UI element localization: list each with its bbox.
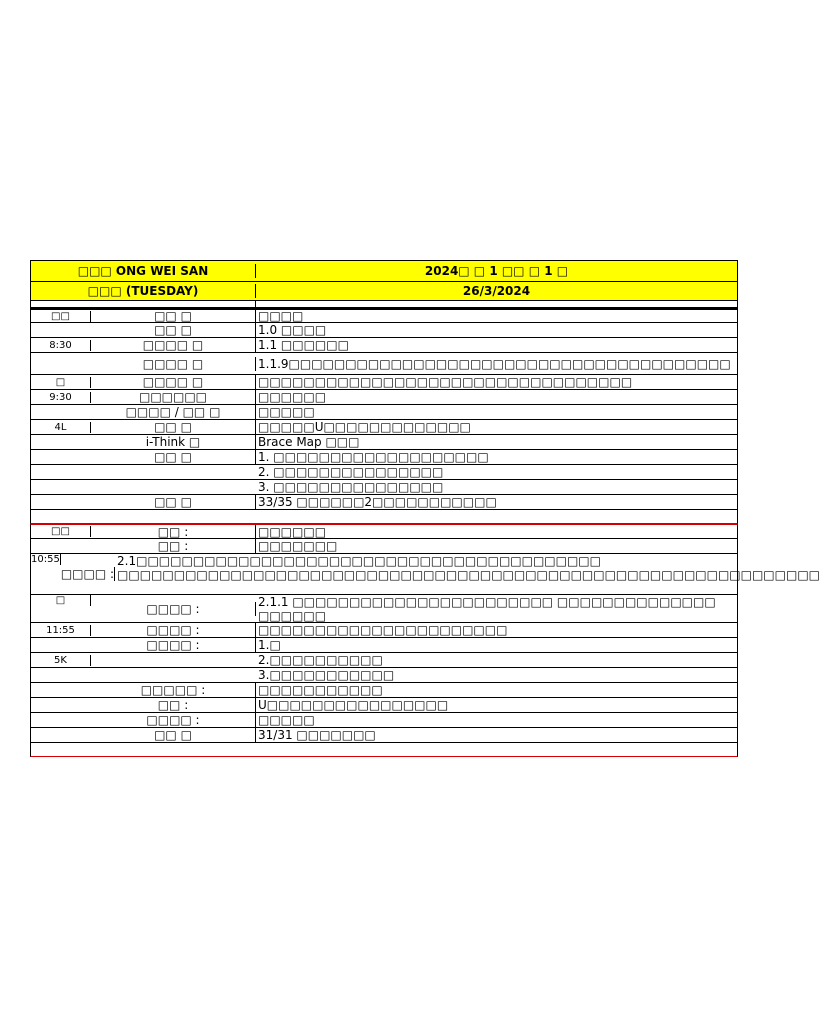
time-cell: □□ bbox=[31, 526, 91, 537]
table-row bbox=[30, 435, 738, 450]
value-cell: □□□□□□□□□□□□□□□□□□□□□□ bbox=[258, 623, 508, 637]
table-row bbox=[30, 308, 738, 323]
label-cell: □□□□ / □□ □ bbox=[91, 405, 256, 419]
time-cell: 4L bbox=[31, 422, 91, 433]
label-cell: □□□□ □ bbox=[91, 357, 256, 371]
value-line: □□□□□□ bbox=[258, 609, 327, 623]
time-cell: 11:55 bbox=[31, 625, 91, 636]
table-row bbox=[30, 713, 738, 728]
table-row bbox=[30, 323, 738, 338]
table-row bbox=[30, 524, 738, 539]
value-cell: □□□□□U□□□□□□□□□□□□□ bbox=[258, 420, 471, 434]
table-row bbox=[30, 405, 738, 420]
value-cell: 3.□□□□□□□□□□□ bbox=[258, 668, 395, 682]
table-row bbox=[30, 338, 738, 353]
table-row bbox=[30, 743, 738, 757]
date-label: 26/3/2024 bbox=[462, 284, 531, 298]
label-cell: □□□□ : bbox=[91, 623, 256, 637]
lesson-2-table bbox=[30, 524, 820, 757]
time-cell: 9:30 bbox=[31, 392, 91, 403]
teacher-name: □□□ ONG WEI SAN bbox=[31, 264, 256, 278]
value-cell bbox=[256, 595, 737, 623]
value-cell: U□□□□□□□□□□□□□□□□ bbox=[258, 698, 449, 712]
time-cell: □ bbox=[31, 595, 91, 606]
value-cell: 1.0 □□□□ bbox=[258, 323, 327, 337]
label-cell: □□ □ bbox=[91, 309, 256, 323]
label-cell: i-Think □ bbox=[91, 435, 256, 449]
time-cell: 8:30 bbox=[31, 340, 91, 351]
table-row bbox=[30, 510, 738, 524]
label-cell: □□□□ : bbox=[60, 567, 115, 581]
time-cell: □□ bbox=[31, 311, 91, 322]
table-row bbox=[30, 390, 738, 405]
table-row bbox=[30, 595, 738, 623]
label-cell: □□□□ : bbox=[91, 638, 256, 652]
value-cell: Brace Map □□□ bbox=[258, 435, 360, 449]
value-cell: 33/35 □□□□□□2□□□□□□□□□□□ bbox=[258, 495, 497, 509]
value-cell: 31/31 □□□□□□□ bbox=[258, 728, 376, 742]
label-cell: □□□□ : bbox=[91, 713, 256, 727]
table-row bbox=[30, 420, 738, 435]
value-cell: 2.□□□□□□□□□□ bbox=[258, 653, 383, 667]
label-cell: □□ □ bbox=[91, 323, 256, 337]
header-row-1 bbox=[30, 260, 738, 282]
header-row-2 bbox=[30, 282, 738, 301]
value-cell: □□□□□ bbox=[258, 405, 315, 419]
label-cell: □□□□□ : bbox=[91, 683, 256, 697]
label-cell: □□ □ bbox=[91, 728, 256, 742]
label-cell: □□ □ bbox=[91, 450, 256, 464]
lesson-plan-sheet bbox=[30, 260, 820, 757]
spacer-row bbox=[30, 301, 738, 308]
value-cell: 1.□ bbox=[258, 638, 281, 652]
table-row bbox=[30, 465, 738, 480]
table-row bbox=[30, 353, 738, 375]
value-cell: 1.1.9□□□□□□□□□□□□□□□□□□□□□□□□□□□□□□□□□□□□□□□ bbox=[258, 356, 731, 371]
table-row bbox=[30, 480, 738, 495]
lesson-1-table bbox=[30, 308, 738, 524]
time-cell: □ bbox=[31, 377, 91, 388]
day-label: □□□ (TUESDAY) bbox=[31, 284, 256, 298]
table-row bbox=[30, 554, 820, 595]
label-cell: □□□□ □ bbox=[91, 338, 256, 352]
week-label: 2024□ □ 1 □□ □ 1 □ bbox=[424, 264, 569, 278]
table-row bbox=[30, 728, 738, 743]
label-cell: □□ □ bbox=[91, 495, 256, 509]
value-cell: 1.1 □□□□□□ bbox=[258, 338, 349, 352]
value-line: 2.1□□□□□□□□□□□□□□□□□□□□□□□□□□□□□□□□□□□□□□□□□ bbox=[117, 554, 601, 568]
value-cell: □□□□ bbox=[258, 309, 304, 323]
label-cell: □□ : bbox=[91, 539, 256, 553]
table-row bbox=[30, 450, 738, 465]
value-line: □□□□□□□□□□□□□□□□□□□□□□□□□□□□□□□□□□□□□□□□□□□□□□□□□□□□□□□□□□□□□□ bbox=[117, 568, 820, 582]
table-row bbox=[30, 375, 738, 390]
value-cell: □□□□□ bbox=[258, 713, 315, 727]
time-cell: 10:55 bbox=[31, 554, 60, 565]
table-row bbox=[30, 683, 738, 698]
table-row bbox=[30, 698, 738, 713]
value-cell: 2. □□□□□□□□□□□□□□□ bbox=[258, 465, 444, 479]
table-row bbox=[30, 495, 738, 510]
value-cell: □□□□□□ bbox=[258, 524, 327, 539]
table-row bbox=[30, 638, 738, 653]
value-cell: 1. □□□□□□□□□□□□□□□□□□□ bbox=[258, 450, 489, 464]
time-cell: 5K bbox=[31, 655, 91, 666]
table-row bbox=[30, 653, 738, 668]
value-cell bbox=[115, 554, 820, 582]
table-row bbox=[30, 539, 738, 554]
label-cell: □□□□ □ bbox=[91, 375, 256, 389]
table-row bbox=[30, 668, 738, 683]
value-line: 2.1.1 □□□□□□□□□□□□□□□□□□□□□□□ □□□□□□□□□□□□□□ bbox=[258, 595, 716, 609]
label-cell: □□ □ bbox=[91, 420, 256, 434]
label-cell: □□ : bbox=[91, 698, 256, 712]
value-cell: 3. □□□□□□□□□□□□□□□ bbox=[258, 480, 444, 494]
label-cell: □□ : bbox=[91, 525, 256, 539]
value-cell: □□□□□□□□□□□□□□□□□□□□□□□□□□□□□□□□□ bbox=[258, 375, 633, 389]
label-cell: □□□□□□ bbox=[91, 390, 256, 404]
value-cell: □□□□□□□□□□□ bbox=[258, 683, 383, 697]
label-cell: □□□□ : bbox=[91, 602, 256, 616]
table-row bbox=[30, 623, 738, 638]
value-cell: □□□□□□□ bbox=[258, 539, 338, 553]
value-cell: □□□□□□ bbox=[258, 390, 327, 404]
